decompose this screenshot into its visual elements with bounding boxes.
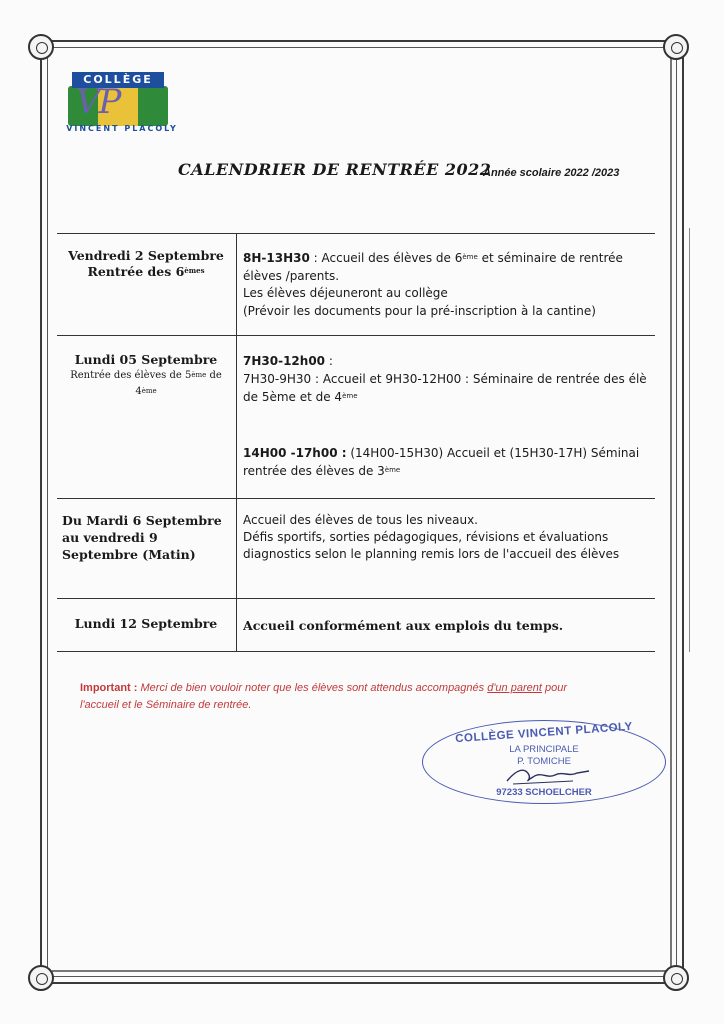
date-label: Lundi 05 Septembre bbox=[74, 352, 218, 367]
table-row-date bbox=[60, 248, 232, 280]
logo-letters: VP bbox=[76, 82, 120, 122]
table-row-content bbox=[243, 512, 655, 563]
date-label: au vendredi 9 bbox=[62, 530, 158, 545]
content-line: diagnostics selon le planning remis lors de l'accueil des élèves bbox=[243, 547, 620, 561]
corner-ornament-bottom-left bbox=[28, 965, 54, 991]
content-text: (14H00-15H30) Accueil et (15H30-17H) Séminai bbox=[346, 446, 640, 460]
content-text: : bbox=[325, 354, 333, 368]
corner-ornament-top-right bbox=[663, 34, 689, 60]
date-label: Septembre (Matin) bbox=[62, 547, 196, 562]
stamp-title: LA PRINCIPALE bbox=[509, 744, 579, 755]
date-sub-sup: èmes bbox=[184, 266, 205, 275]
date-sub-label bbox=[60, 368, 232, 384]
content-text: : Accueil des élèves de 6 bbox=[309, 251, 463, 265]
notice-line: l'accueil et le Séminaire de rentrée. bbox=[80, 699, 252, 711]
content-line: Accueil des élèves de tous les niveaux. bbox=[243, 513, 478, 527]
notice-text: Merci de bien vouloir noter que les élèves sont attendus accompagnés bbox=[137, 682, 488, 694]
table-line-top bbox=[57, 233, 655, 234]
content-time: 14H00 -17h00 : bbox=[243, 446, 347, 460]
table-line-3 bbox=[57, 598, 655, 599]
school-year: Année scolaire 2022 /2023 bbox=[483, 167, 620, 179]
notice-line bbox=[80, 680, 640, 697]
logo-top-text: COLLÈGE bbox=[72, 72, 164, 88]
important-notice bbox=[80, 680, 640, 714]
date-label: Lundi 12 Septembre bbox=[74, 616, 218, 631]
content-line bbox=[243, 250, 655, 268]
content-line: 7H30-9H30 : Accueil et 9H30-12H00 : Séminaire de rentrée des élè bbox=[243, 372, 647, 386]
right-margin-line bbox=[689, 228, 690, 652]
stamp-top-text: COLLÈGE VINCENT PLACOLY bbox=[454, 720, 634, 746]
date-sub-label bbox=[60, 384, 232, 400]
table-row-date bbox=[60, 352, 232, 400]
content-line bbox=[243, 444, 655, 462]
notice-underlined: d'un parent bbox=[487, 682, 542, 694]
content-time: 8H-13H30 bbox=[243, 251, 310, 265]
date-sub-text: Rentrée des élèves de 5 bbox=[70, 370, 192, 381]
content-line bbox=[243, 388, 655, 406]
date-sub-sup: ème bbox=[141, 387, 157, 395]
date-label: Du Mardi 6 Septembre bbox=[62, 513, 222, 528]
date-sub-text: 4 bbox=[135, 386, 142, 397]
content-sup: ème bbox=[462, 253, 478, 261]
logo-bottom-text: VINCENT PLACOLY bbox=[66, 124, 178, 133]
corner-ornament-bottom-right bbox=[663, 965, 689, 991]
page-title: CALENDRIER DE RENTRÉE 2022 bbox=[178, 160, 492, 179]
table-row-date bbox=[60, 616, 232, 632]
table-row-date bbox=[62, 512, 234, 563]
content-sup: ème bbox=[342, 392, 358, 400]
content-line: élèves /parents. bbox=[243, 268, 340, 283]
content-line: (Prévoir les documents pour la pré-inscription à la cantine) bbox=[243, 303, 596, 318]
table-row-content bbox=[243, 352, 655, 406]
content-line bbox=[243, 462, 655, 480]
content-text: de 5ème et de 4 bbox=[243, 390, 343, 404]
table-line-2 bbox=[57, 498, 655, 499]
notice-text-tail: pour bbox=[541, 682, 567, 694]
official-stamp bbox=[422, 720, 666, 804]
content-text: rentrée des élèves de 3 bbox=[243, 464, 385, 478]
content-sup: ème bbox=[384, 466, 401, 474]
content-line bbox=[243, 352, 655, 370]
date-sub-tail: de bbox=[206, 370, 222, 381]
content-text-tail: et séminaire de rentrée bbox=[477, 251, 623, 265]
signature-icon bbox=[503, 765, 593, 787]
table-row-content bbox=[243, 250, 655, 320]
date-sub-text: Rentrée des 6 bbox=[87, 264, 185, 279]
notice-label: Important : bbox=[80, 682, 138, 694]
content-line: Défis sportifs, sorties pédagogiques, révisions et évaluations bbox=[243, 530, 609, 544]
corner-ornament-top-left bbox=[28, 34, 54, 60]
stamp-name: P. TOMICHE bbox=[517, 756, 571, 767]
table-line-1 bbox=[57, 335, 655, 336]
table-row-content bbox=[243, 444, 655, 480]
college-logo bbox=[64, 72, 180, 140]
table-row-content bbox=[243, 618, 655, 634]
content-line: Les élèves déjeuneront au collège bbox=[243, 286, 448, 300]
content-time: 7H30-12h00 bbox=[243, 354, 326, 368]
content-line: Accueil conformément aux emplois du temps. bbox=[243, 618, 564, 633]
date-sub-sup: ème bbox=[191, 371, 207, 379]
table-divider bbox=[236, 233, 237, 651]
stamp-bottom-text: 97233 SCHOELCHER bbox=[496, 787, 592, 798]
date-sub-label bbox=[60, 264, 232, 280]
table-line-bottom bbox=[57, 651, 655, 652]
date-label: Vendredi 2 Septembre bbox=[68, 248, 224, 263]
